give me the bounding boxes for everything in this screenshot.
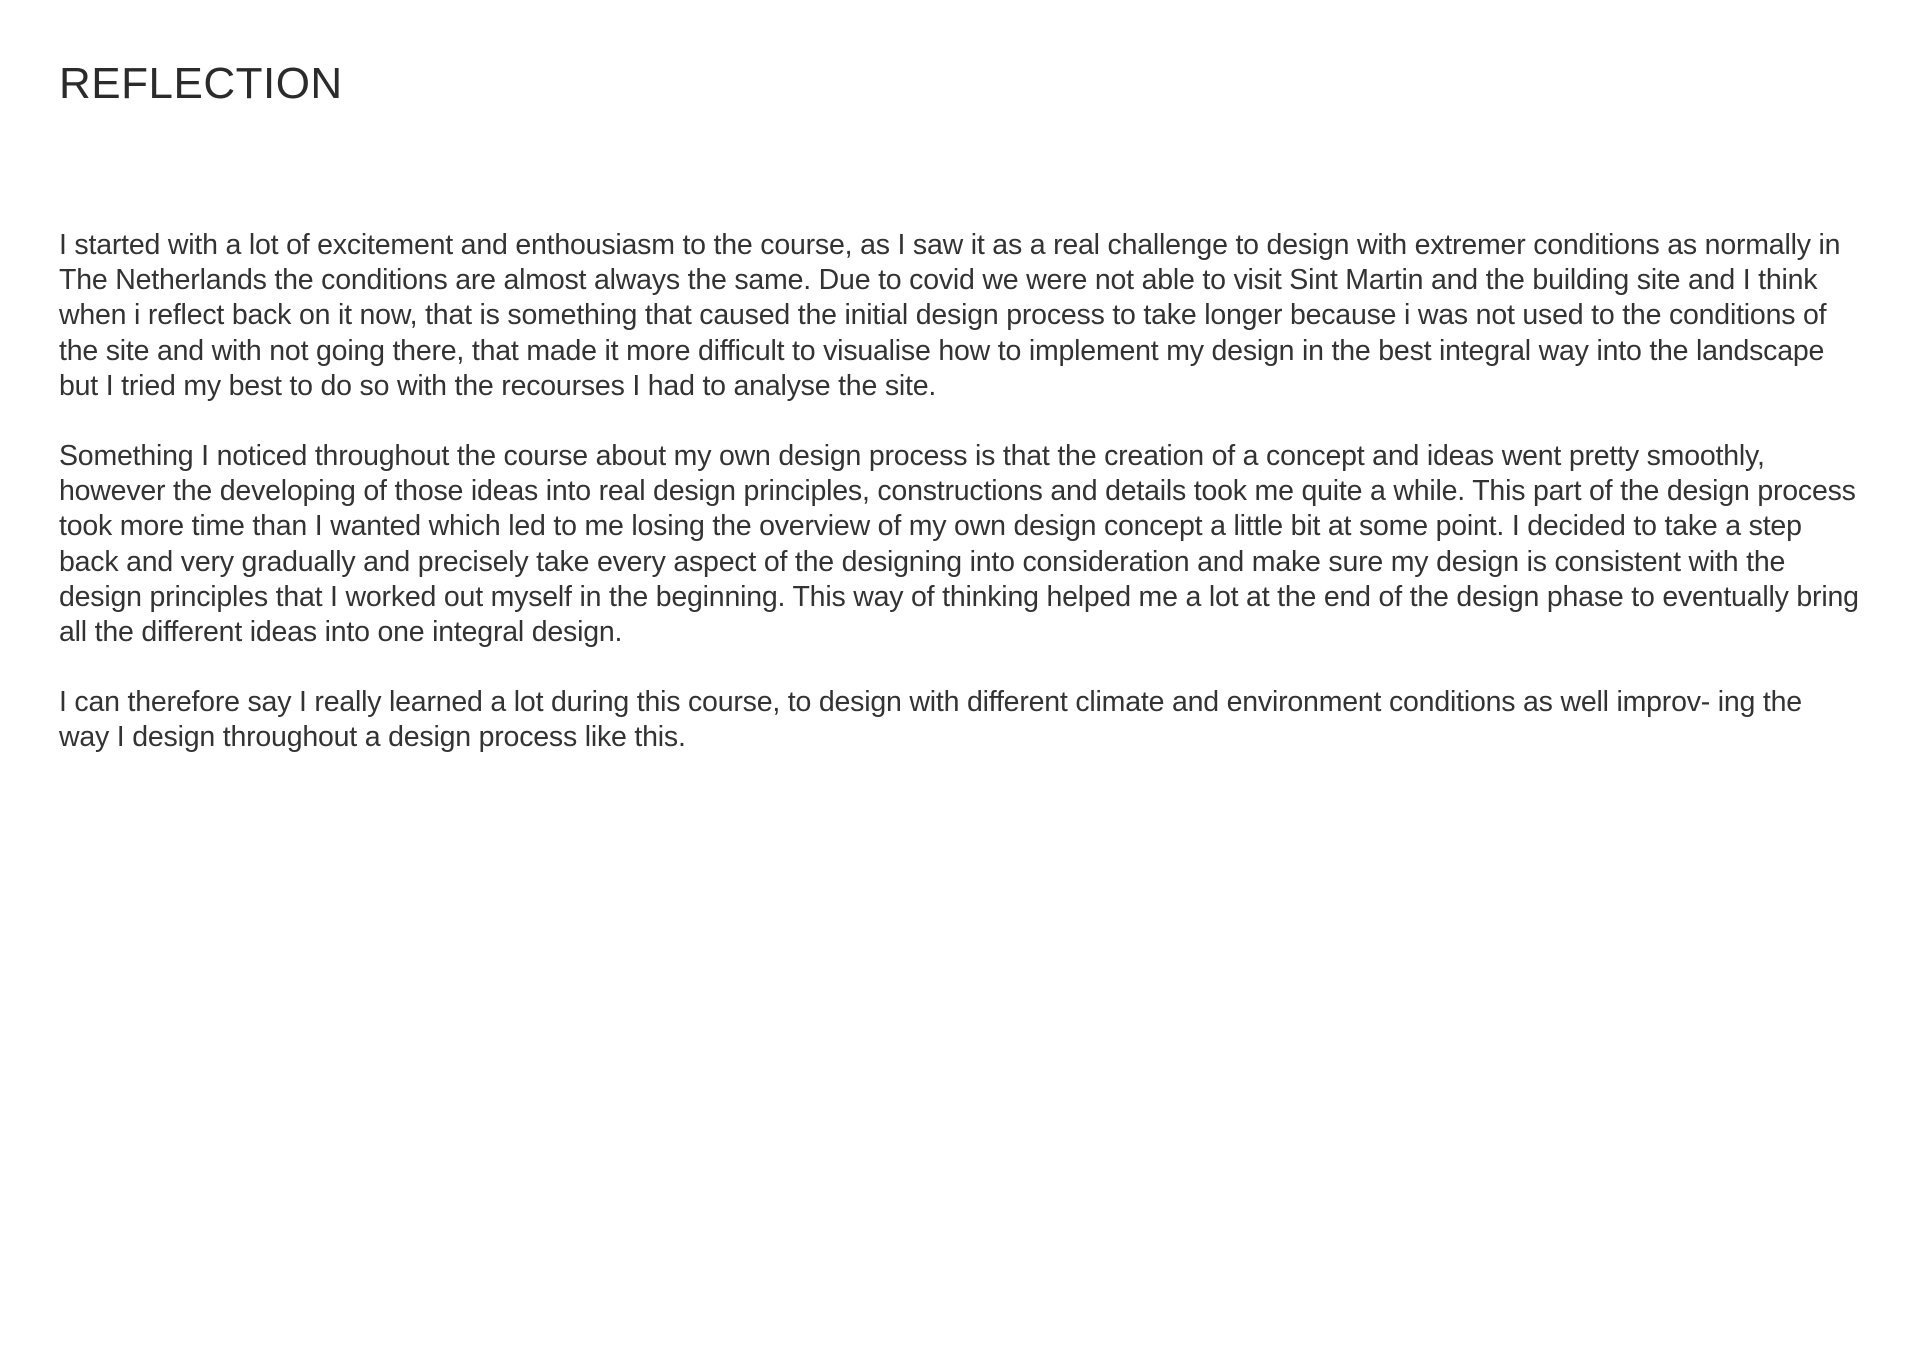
paragraph-2: Something I noticed throughout the course about my own design process is that the creation of a concept and ideas went pretty smoothly, however the developing of those ideas into real design principles, constructions and details took me quite a while. This part of the design process took more time than I wanted which led to me losing the overview of my own design concept a little bit at some point. I decided to take a step back and very gradually and precisely take every aspect of the designing into consideration and make sure my design is consistent with the design principles that I worked out myself in the beginning. This way of thinking helped me a lot at the end of the design phase to eventually bring all the different ideas into one integral design. <box>59 440 1859 649</box>
paragraph-3: I can therefore say I really learned a lot during this course, to design with different climate and environment conditions as well improv- ing the way I design throughout a design process like this. <box>59 686 1802 754</box>
paragraph-1: I started with a lot of excitement and enthousiasm to the course, as I saw it as a real challenge to design with extremer conditions as normally in The Netherlands the conditions are almost always the same. Due to covid we were not able to visit Sint Martin and the building site and I think when i reflect back on it now, that is something that caused the initial design process to take longer because i was not used to the conditions of the site and with not going there, that made it more difficult to visualise how to implement my design in the best integral way into the landscape but I tried my best to do so with the recourses I had to analyse the site. <box>59 229 1841 402</box>
reflection-body <box>59 228 1859 791</box>
page-title: REFLECTION <box>59 59 343 108</box>
